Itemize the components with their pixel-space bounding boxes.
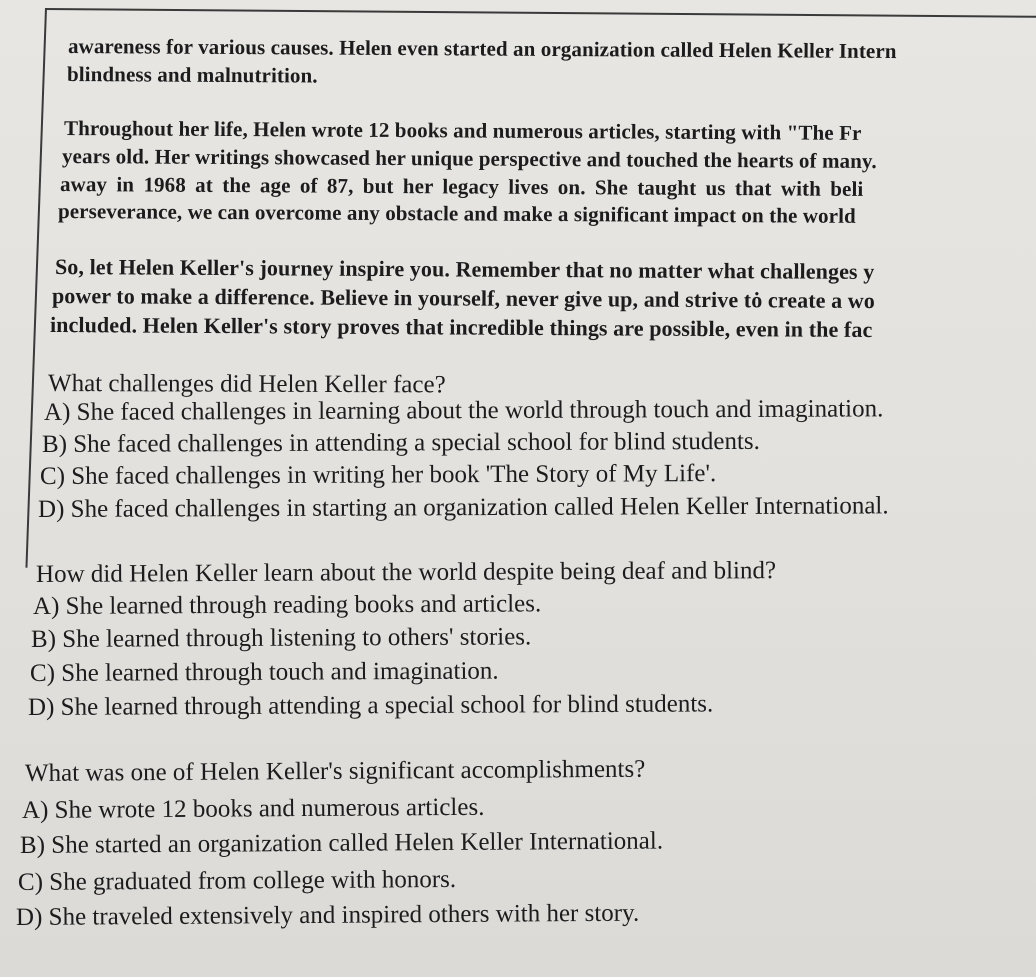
- question-3-option-c[interactable]: C) She graduated from college with honors.: [17, 865, 457, 896]
- passage-line: power to make a difference. Believe in yourself, never give up, and strive tȯ create a wo: [51, 283, 876, 314]
- passage-line: Throughout her life, Helen wrote 12 books and numerous articles, starting with "The Fr: [63, 116, 862, 145]
- question-2-option-a[interactable]: A) She learned through reading books and articles.: [32, 590, 542, 620]
- question-3-text: What was one of Helen Keller's significant accomplishments?: [24, 755, 646, 787]
- passage-line: away in 1968 at the age of 87, but her legacy lives on. She taught us that with beli: [59, 172, 864, 201]
- passage-line: included. Helen Keller's story proves that incredible things are possible, even in the fac: [49, 312, 873, 343]
- passage-line: perseverance, we can overcome any obstacle and make a significant impact on the world: [57, 199, 856, 228]
- question-3-option-d[interactable]: D) She traveled extensively and inspired others with her story.: [15, 899, 640, 931]
- passage-line: awareness for various causes. Helen even started an organization called Helen Keller Intern: [67, 34, 897, 64]
- question-1-option-c[interactable]: C) She faced challenges in writing her book 'The Story of My Life'.: [39, 460, 717, 490]
- question-1-option-b[interactable]: B) She faced challenges in attending a special school for blind students.: [41, 427, 760, 458]
- passage-line: blindness and malnutrition.: [66, 62, 318, 88]
- question-1-text: What challenges did Helen Keller face?: [47, 370, 446, 399]
- question-3-option-a[interactable]: A) She wrote 12 books and numerous articles.: [21, 793, 485, 824]
- question-2-option-b[interactable]: B) She learned through listening to others' stories.: [30, 623, 532, 653]
- question-1-option-a[interactable]: A) She faced challenges in learning about the world through touch and imagination.: [43, 395, 884, 426]
- passage-line: years old. Her writings showcased her unique perspective and touched the hearts of many.: [61, 144, 877, 173]
- question-2-option-d[interactable]: D) She learned through attending a special school for blind students.: [27, 690, 714, 721]
- question-1-option-d[interactable]: D) She faced challenges in starting an organization called Helen Keller International.: [37, 492, 889, 523]
- question-2-text: How did Helen Keller learn about the world despite being deaf and blind?: [35, 557, 777, 588]
- question-3-option-b[interactable]: B) She started an organization called Helen Keller International.: [19, 827, 664, 859]
- question-2-option-c[interactable]: C) She learned through touch and imagination.: [29, 657, 499, 687]
- passage-line: So, let Helen Keller's journey inspire you. Remember that no matter what challenges y: [54, 254, 875, 285]
